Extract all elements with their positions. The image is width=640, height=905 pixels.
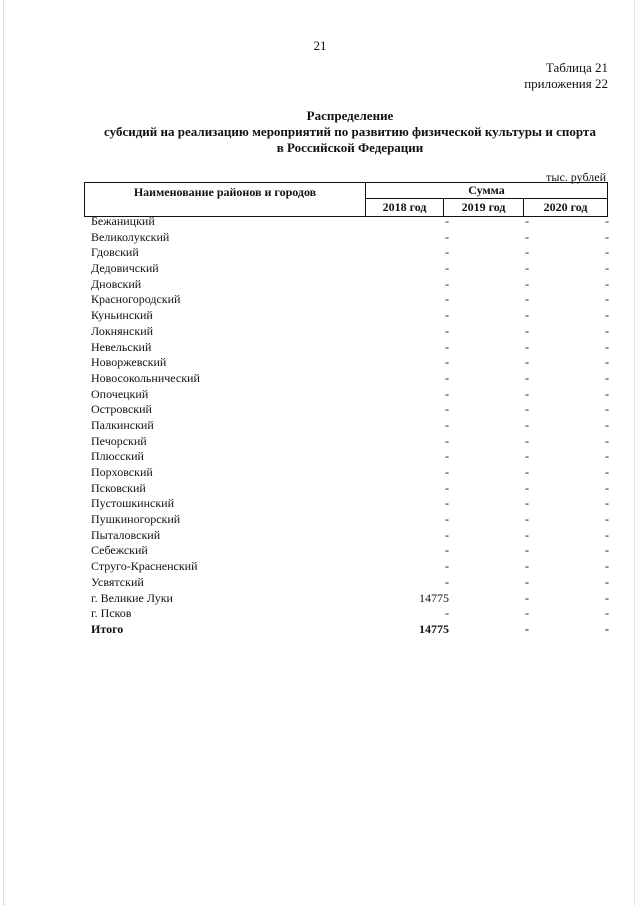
row-district-name: Порховский (91, 465, 153, 479)
row-value-2020: - (605, 527, 609, 542)
row-value-2020: - (605, 402, 609, 417)
row-district-name: Дедовичский (91, 261, 159, 276)
header-sum: Сумма (366, 183, 607, 199)
row-district-name: Локнянский (91, 323, 154, 338)
row-value-2020: - (605, 386, 609, 401)
row-district-name: г. Великие Луки (91, 590, 173, 605)
row-value-2019: - (525, 496, 529, 511)
row-value-2020: - (605, 574, 609, 589)
row-value-2018: - (445, 449, 449, 464)
page-number: 21 (313, 38, 327, 53)
row-value-2020: - (605, 480, 609, 495)
units-label: тыс. рублей (546, 170, 606, 184)
table-ref-line2: приложения 22 (524, 76, 608, 91)
row-value-2019: - (525, 512, 529, 527)
table-row (0, 355, 640, 371)
title-line1: Распределение (306, 108, 394, 123)
row-value-2019: - (525, 543, 529, 558)
row-value-2019: - (525, 606, 529, 621)
row-value-2019: - (525, 480, 529, 495)
row-value-2019: - (525, 229, 529, 244)
row-value-2020: - (605, 308, 609, 323)
row-value-2019: - (525, 559, 529, 574)
row-value-2020: - (605, 292, 609, 307)
table-row (0, 559, 640, 575)
row-value-2020: - (605, 417, 609, 432)
row-value-2019: - (525, 590, 529, 605)
row-value-2020: - (605, 543, 609, 558)
table-row (0, 418, 640, 434)
table-row (0, 277, 640, 293)
row-value-2018: - (445, 370, 449, 385)
row-value-2020: - (605, 370, 609, 385)
row-value-2018: - (445, 245, 449, 260)
title-line2: субсидий на реализацию мероприятий по развитию физической культуры и спорта (104, 124, 596, 139)
table-row (0, 512, 640, 528)
table-row (0, 245, 640, 261)
table-row (0, 528, 640, 544)
table-row (0, 371, 640, 387)
table-row (0, 543, 640, 559)
row-value-2020: - (605, 339, 609, 354)
row-value-2020: - (605, 276, 609, 291)
row-value-2020: - (605, 449, 609, 464)
table-row (0, 465, 640, 481)
table-row (0, 292, 640, 308)
row-value-2018: - (445, 323, 449, 338)
table-row (0, 591, 640, 607)
row-value-2018: - (445, 292, 449, 307)
row-value-2019: - (525, 276, 529, 291)
row-value-2019: - (525, 214, 529, 228)
row-value-2018: - (445, 276, 449, 291)
table-row (0, 340, 640, 356)
row-district-name: Бежаницкий (91, 214, 155, 228)
row-value-2019: - (525, 465, 529, 479)
row-value-2018: - (445, 417, 449, 432)
row-value-2019: - (525, 449, 529, 464)
row-value-2018: - (445, 606, 449, 621)
table-body (0, 214, 640, 638)
row-value-2019: - (525, 370, 529, 385)
row-district-name: Великолукский (91, 229, 170, 244)
row-value-2019: - (525, 386, 529, 401)
row-value-2018: - (445, 308, 449, 323)
table-row (0, 434, 640, 450)
row-district-name: Гдовский (91, 245, 139, 260)
table-row (0, 575, 640, 591)
table-row (0, 402, 640, 418)
row-value-2018: - (445, 480, 449, 495)
total-value-2020: - (605, 621, 609, 636)
row-value-2018: 14775 (419, 590, 449, 605)
row-value-2018: - (445, 543, 449, 558)
row-value-2019: - (525, 574, 529, 589)
row-value-2019: - (525, 433, 529, 448)
row-district-name: Псковский (91, 480, 146, 495)
row-value-2020: - (605, 606, 609, 621)
row-value-2018: - (445, 574, 449, 589)
row-district-name: Плюсский (91, 449, 144, 464)
row-district-name: Пустошкинский (91, 496, 174, 511)
row-district-name: Печорский (91, 433, 147, 448)
row-value-2018: - (445, 339, 449, 354)
header-year-2019: 2019 год (444, 199, 524, 216)
row-value-2020: - (605, 229, 609, 244)
table-reference (524, 60, 608, 92)
row-value-2019: - (525, 261, 529, 276)
row-district-name: Палкинский (91, 417, 154, 432)
row-value-2020: - (605, 496, 609, 511)
row-district-name: Себежский (91, 543, 148, 558)
row-value-2019: - (525, 339, 529, 354)
row-district-name: Новосокольнический (91, 370, 200, 385)
row-value-2020: - (605, 465, 609, 479)
total-value-2019: - (525, 621, 529, 636)
row-value-2019: - (525, 527, 529, 542)
table-ref-line1: Таблица 21 (545, 60, 608, 75)
row-value-2018: - (445, 386, 449, 401)
row-value-2018: - (445, 465, 449, 479)
row-value-2018: - (445, 402, 449, 417)
row-value-2018: - (445, 559, 449, 574)
row-value-2020: - (605, 559, 609, 574)
table-row (0, 606, 640, 622)
row-district-name: Куньинский (91, 308, 153, 323)
row-district-name: Дновский (91, 276, 142, 291)
row-value-2018: - (445, 496, 449, 511)
row-value-2019: - (525, 402, 529, 417)
row-value-2019: - (525, 323, 529, 338)
row-value-2019: - (525, 355, 529, 370)
document-title (60, 108, 640, 156)
row-district-name: Усвятский (91, 574, 144, 589)
table-row (0, 308, 640, 324)
table-row (0, 449, 640, 465)
header-year-2018: 2018 год (366, 199, 444, 216)
table-row (0, 230, 640, 246)
table-row (0, 324, 640, 340)
row-district-name: Островский (91, 402, 152, 417)
row-district-name: Невельский (91, 339, 152, 354)
row-value-2018: - (445, 512, 449, 527)
table-row (0, 214, 640, 230)
row-value-2019: - (525, 308, 529, 323)
header-name-column: Наименование районов и городов (85, 183, 366, 216)
header-year-2020: 2020 год (543, 200, 588, 214)
total-value-2018: 14775 (419, 621, 449, 636)
row-value-2018: - (445, 527, 449, 542)
row-value-2020: - (605, 261, 609, 276)
row-value-2019: - (525, 245, 529, 260)
row-value-2020: - (605, 433, 609, 448)
row-value-2020: - (605, 512, 609, 527)
table-row (0, 496, 640, 512)
total-label: Итого (91, 621, 124, 636)
row-value-2019: - (525, 417, 529, 432)
table-row (0, 261, 640, 277)
row-value-2018: - (445, 214, 449, 228)
row-value-2018: - (445, 355, 449, 370)
row-value-2018: - (445, 261, 449, 276)
row-value-2020: - (605, 323, 609, 338)
row-value-2020: - (605, 214, 609, 228)
row-value-2020: - (605, 245, 609, 260)
row-district-name: Опочецкий (91, 386, 149, 401)
table-row (0, 481, 640, 497)
title-line3: в Российской Федерации (276, 140, 424, 155)
row-district-name: г. Псков (91, 606, 132, 621)
row-value-2019: - (525, 292, 529, 307)
row-district-name: Красногородский (91, 292, 181, 307)
row-value-2020: - (605, 590, 609, 605)
table-total-row (0, 622, 640, 638)
table-header (84, 182, 608, 217)
table-row (0, 387, 640, 403)
row-value-2020: - (605, 355, 609, 370)
row-district-name: Пыталовский (91, 527, 161, 542)
row-district-name: Струго-Красненский (91, 559, 198, 574)
row-value-2018: - (445, 433, 449, 448)
row-district-name: Пушкиногорский (91, 512, 181, 527)
row-value-2018: - (445, 229, 449, 244)
row-district-name: Новоржевский (91, 355, 167, 370)
